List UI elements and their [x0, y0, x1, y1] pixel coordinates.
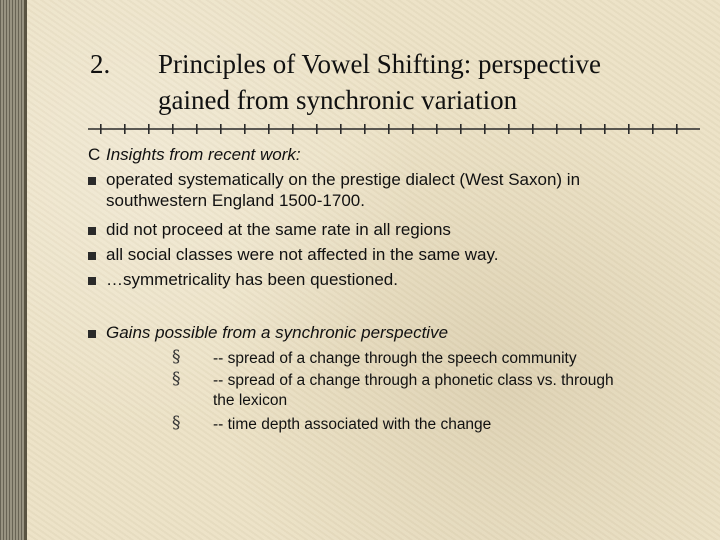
- section-sign-bullet: §: [172, 369, 181, 389]
- divider-tick: [508, 124, 510, 134]
- section-sign-bullet: §: [172, 347, 181, 367]
- square-bullet-icon: [88, 219, 96, 240]
- insights-heading: Insights from recent work:: [106, 145, 301, 164]
- divider-tick: [532, 124, 534, 134]
- divider-tick: [484, 124, 486, 134]
- divider-tick: [340, 124, 342, 134]
- divider-tick: [316, 124, 318, 134]
- slide-number: 2.: [90, 49, 111, 79]
- gains-heading: Gains possible from a synchronic perspective: [106, 323, 449, 342]
- divider-tick: [124, 124, 126, 134]
- divider-tick: [556, 124, 558, 134]
- divider-tick: [364, 124, 366, 134]
- divider-tick: [580, 124, 582, 134]
- divider-tick: [652, 124, 654, 134]
- divider-tick: [244, 124, 246, 134]
- divider-tick: [460, 124, 462, 134]
- square-bullet-icon: [88, 244, 96, 265]
- sub-item-line-1: -- spread of a change through the speech community: [213, 350, 577, 367]
- sub-item-line-1: -- spread of a change through a phonetic class vs. through: [213, 372, 614, 389]
- title-text: [158, 46, 698, 118]
- list-item-line-2: southwestern England 1500-1700.: [106, 191, 365, 210]
- divider-tick: [220, 124, 222, 134]
- list-item-line-1: operated systematically on the prestige dialect (West Saxon) in: [106, 170, 581, 189]
- list-item-line-1: did not proceed at the same rate in all regions: [106, 220, 451, 239]
- square-bullet-icon: [88, 322, 96, 343]
- sub-item-line-1: -- time depth associated with the change: [213, 416, 492, 433]
- divider-tick: [628, 124, 630, 134]
- section-sign-bullet: §: [172, 413, 181, 433]
- divider-tick: [436, 124, 438, 134]
- divider-line: [88, 122, 700, 136]
- list-item-line-1: all social classes were not affected in the same way.: [106, 245, 499, 264]
- list-item-line-1: …symmetricality has been questioned.: [106, 270, 398, 289]
- strip-edge: [24, 0, 27, 540]
- divider-tick: [100, 124, 102, 134]
- square-bullet-icon: [88, 169, 96, 190]
- title-divider: [88, 122, 700, 136]
- divider-tick: [604, 124, 606, 134]
- divider-tick: [172, 124, 174, 134]
- sub-item-line-2: the lexicon: [213, 392, 288, 409]
- title-line-1: Principles of Vowel Shifting: perspective: [158, 49, 601, 79]
- square-bullet-icon: [88, 269, 96, 290]
- insights-marker: C: [88, 145, 101, 164]
- decorative-texture-strip: [0, 0, 24, 540]
- divider-tick: [412, 124, 414, 134]
- divider-tick: [268, 124, 270, 134]
- title-line-2: gained from synchronic variation: [158, 85, 518, 115]
- divider-tick: [292, 124, 294, 134]
- divider-tick: [388, 124, 390, 134]
- divider-tick: [196, 124, 198, 134]
- divider-tick: [148, 124, 150, 134]
- divider-tick: [676, 124, 678, 134]
